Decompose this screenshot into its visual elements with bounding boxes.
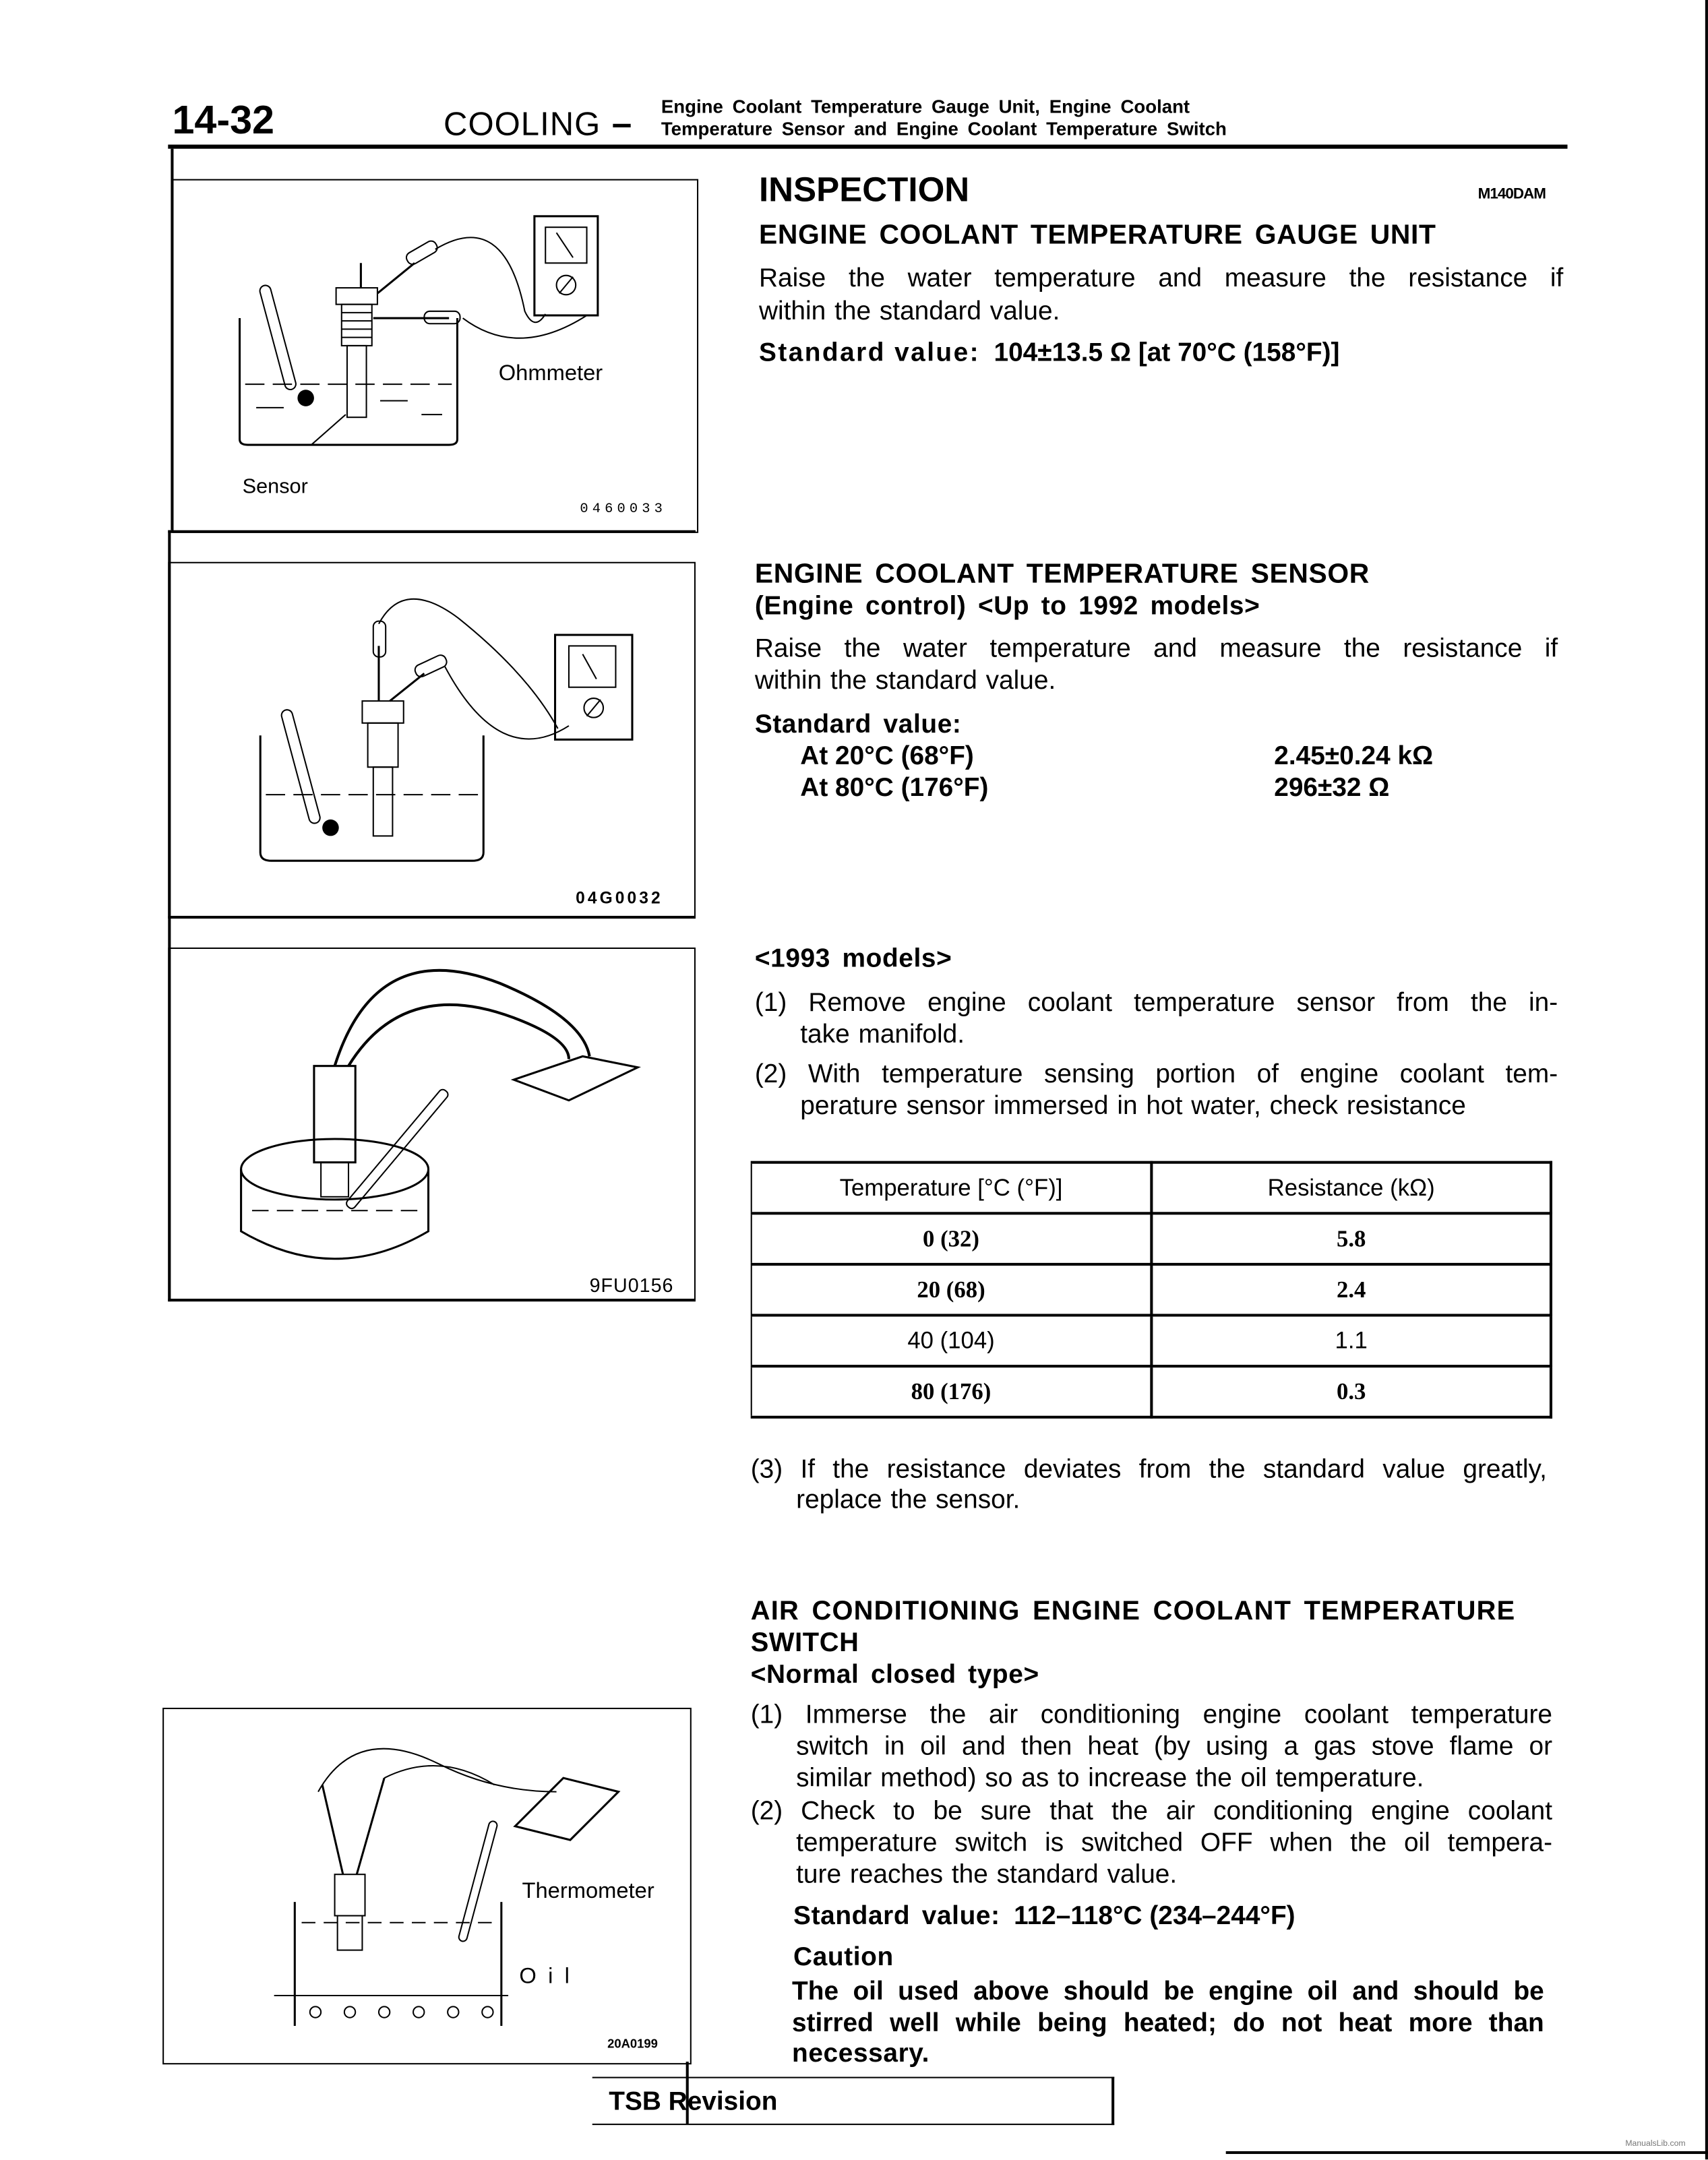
sensor-body-1: Raise the water temperature and measure the resistance if: [754, 635, 1558, 664]
sensor-subheading: (Engine control) <Up to 1992 models>: [754, 592, 1260, 621]
ac-step-2-line-3: ture reaches the standard value.: [796, 1860, 1178, 1890]
tsb-revision-label: TSB Revision: [609, 2087, 778, 2117]
thermometer-label: Thermometer: [522, 1880, 654, 1904]
oil-label: O i l: [519, 1965, 572, 1989]
figure-separator: [168, 530, 696, 532]
step-3-line-1: (3) If the resistance deviates from the standard value greatly,: [750, 1455, 1547, 1485]
sensor-condition-20c: At 20°C (68°F): [800, 742, 974, 772]
figure-separator: [168, 916, 696, 918]
ac-step-2-line-1: (2) Check to be sure that the air conditioning engine coolant: [750, 1797, 1553, 1826]
table-header-row: [752, 1163, 1551, 1214]
cell-temperature: 40 (104): [752, 1316, 1152, 1367]
inspection-title: INSPECTION: [758, 171, 970, 210]
step-2-line-1: (2) With temperature sensing portion of engine coolant tem-: [754, 1060, 1558, 1090]
header-temperature: Temperature [°C (°F)]: [752, 1163, 1152, 1214]
step-1-line-1: (1) Remove engine coolant temperature sensor from the in-: [754, 989, 1558, 1018]
reference-code: M140DAM: [1477, 185, 1546, 203]
cell-temperature: 0 (32): [752, 1213, 1152, 1264]
cell-resistance: 2.4: [1151, 1264, 1551, 1316]
ac-switch-heading-2: SWITCH: [750, 1628, 859, 1659]
tsb-revision-box: [592, 2077, 1114, 2126]
sensor-value-80c: 296±32 Ω: [1274, 774, 1390, 803]
ac-step-2-line-2: temperature switch is switched OFF when the oil tempera-: [796, 1828, 1553, 1858]
table-row: [752, 1264, 1551, 1316]
step-3-line-2: replace the sensor.: [796, 1485, 1020, 1515]
sensor-condition-80c: At 80°C (176°F): [800, 774, 989, 803]
figure-separator: [168, 1299, 696, 1301]
cell-resistance: 5.8: [1151, 1213, 1551, 1264]
figure-code: 9FU0156: [589, 1274, 674, 1296]
header-resistance: Resistance (kΩ): [1151, 1163, 1551, 1214]
table-row: [752, 1366, 1551, 1417]
step-1-line-2: take manifold.: [800, 1020, 965, 1050]
sensor-heading: ENGINE COOLANT TEMPERATURE SENSOR: [754, 559, 1370, 590]
resistance-table: [751, 1161, 1552, 1419]
watermark: ManualsLib.com: [1625, 2140, 1686, 2149]
header-subtitle-1: Engine Coolant Temperature Gauge Unit, Engine Coolant: [661, 96, 1190, 117]
figure-code: 20A0199: [607, 2037, 658, 2051]
sensor-body-2: within the standard value.: [754, 667, 1056, 696]
sensor-diagram: [169, 563, 694, 917]
cell-temperature: 20 (68): [752, 1264, 1152, 1316]
header-dash: –: [611, 102, 632, 144]
figure-1993-sensor-test: [168, 948, 696, 1301]
ac-switch-heading: AIR CONDITIONING ENGINE COOLANT TEMPERATURE: [750, 1596, 1516, 1627]
caution-line-2: stirred well while being heated; do not heat more than: [792, 2009, 1544, 2039]
page-edge-line: [1705, 0, 1707, 2159]
ac-standard-value: 112–118°C (234–244°F): [1014, 1902, 1295, 1931]
sensor-water-bath-diagram: [169, 949, 694, 1300]
ohmmeter-label: Ohmmeter: [498, 362, 603, 386]
step-2-line-2: perature sensor immersed in hot water, check resistance: [800, 1092, 1466, 1121]
gauge-unit-standard-row: [759, 339, 1339, 369]
caution-line-3: necessary.: [792, 2039, 930, 2069]
cell-resistance: 0.3: [1151, 1366, 1551, 1417]
gauge-unit-standard-value: 104±13.5 Ω [at 70°C (158°F)]: [994, 338, 1340, 368]
ac-step-1-line-2: switch in oil and then heat (by using a gas stove flame or: [796, 1732, 1553, 1762]
page-number: 14-32: [172, 99, 275, 144]
caution-title: Caution: [793, 1943, 894, 1973]
header-subtitle-2: Temperature Sensor and Engine Coolant Temperature Switch: [661, 118, 1227, 140]
section-title: COOLING: [444, 106, 601, 144]
models-1993-heading: <1993 models>: [754, 944, 952, 974]
gauge-unit-body-2: within the standard value.: [758, 297, 1060, 327]
header-rule: [168, 145, 1567, 149]
sensor-value-20c: 2.45±0.24 kΩ: [1274, 742, 1434, 772]
figure-code: 04G0032: [576, 888, 663, 908]
ac-standard-row: [793, 1902, 1295, 1932]
ac-switch-type: <Normal closed type>: [750, 1661, 1039, 1690]
ac-standard-label: Standard value:: [793, 1902, 1000, 1931]
figure-code: 0460033: [580, 502, 667, 518]
figure-sensor-test: [168, 562, 696, 919]
cell-temperature: 80 (176): [752, 1366, 1152, 1417]
table-row: [752, 1316, 1551, 1367]
table-row: [752, 1213, 1551, 1264]
caution-line-1: The oil used above should be engine oil and should be: [792, 1977, 1544, 2007]
page-bottom-line: [1226, 2151, 1708, 2153]
gauge-unit-body-1: Raise the water temperature and measure the resistance if: [758, 264, 1564, 294]
gauge-unit-standard-label: Standard value:: [758, 338, 981, 368]
sensor-label: Sensor: [242, 475, 308, 499]
section-title-row: [444, 102, 632, 144]
ac-step-1-line-1: (1) Immerse the air conditioning engine coolant temperature: [750, 1700, 1553, 1730]
sensor-standard-label: Standard value:: [754, 710, 962, 740]
cell-resistance: 1.1: [1151, 1316, 1551, 1367]
gauge-unit-heading: ENGINE COOLANT TEMPERATURE GAUGE UNIT: [758, 220, 1436, 251]
figure-ac-switch-test: [162, 1708, 692, 2064]
figure-gauge-unit-test: [172, 179, 698, 533]
ac-step-1-line-3: similar method) so as to increase the oil temperature.: [796, 1764, 1424, 1793]
